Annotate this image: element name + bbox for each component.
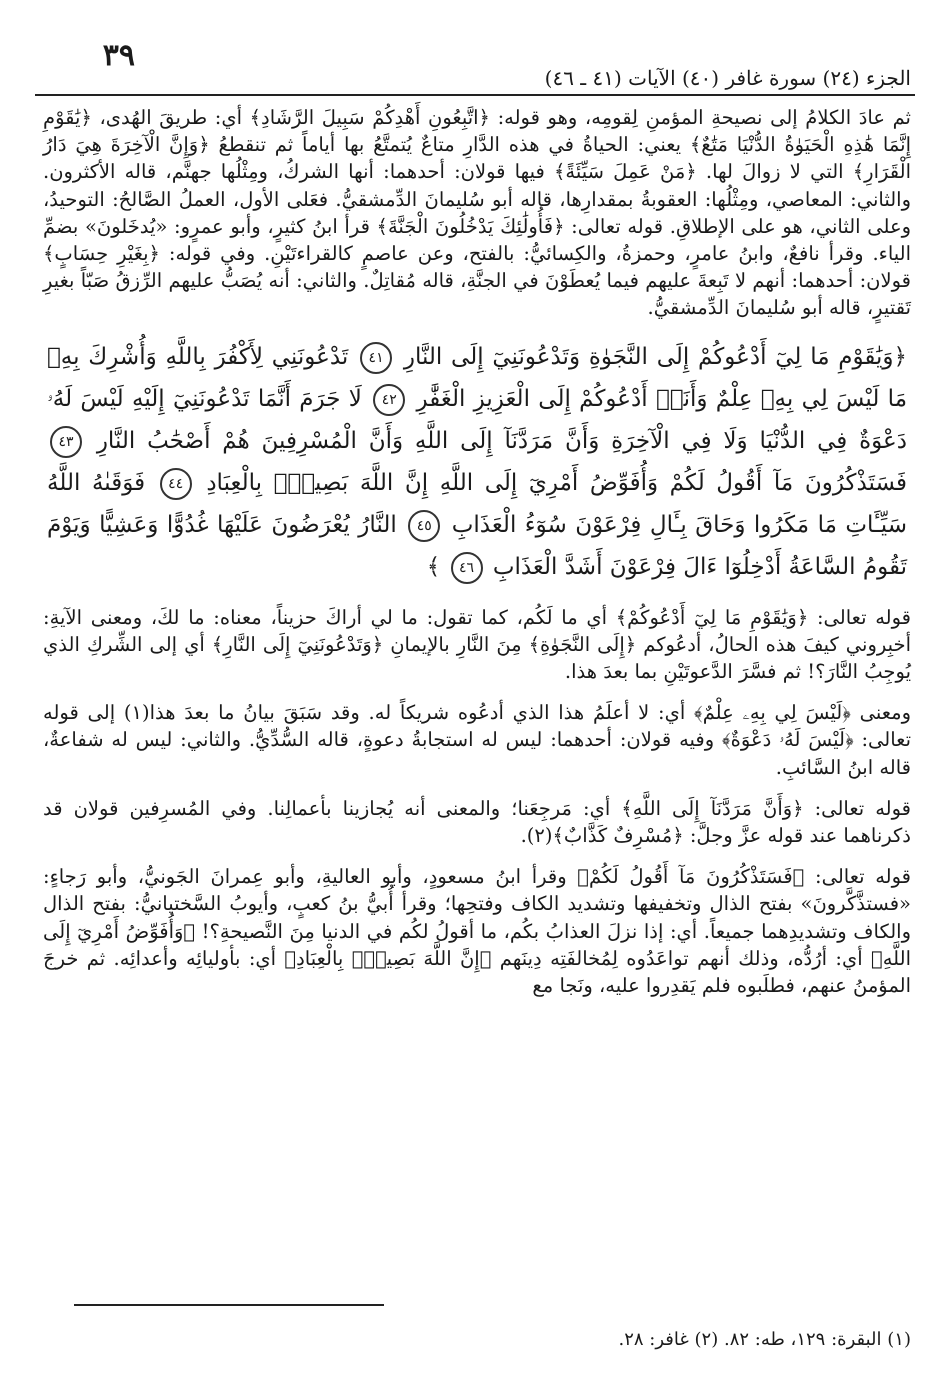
page-body [43,104,911,1013]
footnote-marker: (٢) [694,1329,719,1350]
footnote-text: غافر: ٢٨. [618,1329,689,1350]
verse-number-marker: ٤٤ [160,468,192,500]
commentary-paragraph: ومعنى ﴿لَيْسَ لِي بِهِۦ عِلْمٌ﴾ أي: لا أعلَمُ هذا الذي أدعُوه شريكاً له. وقد سَبَقَ بيانُ ما بعدَ هذا(١) إلى قوله تعالى: ﴿لَيْسَ لَهُۥ دَعْوَةٌ﴾ وفيه قولان: أحدهما: ليس له استجابةُ دعوةٍ، قاله السُّدِّيُّ. والثاني: ليس له شفاعةٌ، قاله ابنُ السَّائبِ. [43,701,911,779]
commentary-paragraph: قوله تعالى: ﴿فَسَتَذْكُرُونَ مَآ أَقُولُ لَكُمْ﴾ وقرأ ابنُ مسعودٍ، وأبو العاليةِ، وأبو عِمرانَ الجَونيُّ، وأبو رَجاءٍ: «فستذَّكَّرونَ» بفتح الذال وتخفيفها وتشديد الكاف وفتحِها؛ وقرأ أُبيُّ بنُ كعبٍ، وأيوبُ السَّختيانيُّ: بفتح الذال والكاف وتشديدِهما جميعاً. أي: إذا نزلَ العذابُ بكُم، ما أقولُ لكُم في الدنيا مِنَ النَّصيحةِ؟! ﴿وَأُفَوِّضُ أَمْرِيٓ إِلَى اللَّهِ﴾ أي: أرُدُّه، وذلك أنهم تواعَدُوه لِمُخالفَتِه دِينَهم ﴿إِنَّ اللَّهَ بَصِيرٌۢ بِالْعِبَادِ﴾ أي: بأوليائِه وأعدائِه. ثم خرجَ المؤمنُ عنهم، فطلَبوه فلم يَقدِروا عليه، ونَجا مع [43,865,911,998]
verse-number-marker: ٤٣ [50,426,82,458]
footnote-text: البقرة: ١٢٩، طه: ٨٢. [723,1329,882,1350]
footnote-marker: (١) [887,1329,911,1350]
header-divider [35,94,915,96]
page-number: ٣٩ [102,38,135,73]
verse-text: النَّارُ يُعْرَضُونَ عَلَيْهَا غُدُوًّا وَعَشِيًّا وَيَوْمَ تَقُومُ السَّاعَةُ أَدْخِلُوٓا ءَالَ فِرْعَوْنَ أَشَدَّ الْعَذَابِ [47,511,907,580]
footnote [718,1329,911,1350]
footnote-divider [74,1304,384,1306]
commentary-paragraph: ثم عادَ الكلامُ إلى نصيحةِ المؤمنِ لِقومِه، وهو قوله: ﴿اتَّبِعُونِ أَهْدِكُمْ سَبِيلَ الرَّشَادِ﴾ أي: طريقَ الهُدى، ﴿يَٰقَوْمِ إِنَّمَا هَٰذِهِ الْحَيَوٰةُ الدُّنْيَا مَتَٰعٌ﴾ يعني: الحياةُ في هذه الدَّارِ متاعٌ يُتمتَّعُ بها أياماً ثم تنقطعُ ﴿وَإِنَّ الْآخِرَةَ هِيَ دَارُ الْقَرَارِ﴾ التي لا زوالَ لها. ﴿مَنْ عَمِلَ سَيِّئَةً﴾ فيها قولان: أحدهما: أنها الشركُ، ومِثْلُها جهنَّم، قاله الأكثرون. والثاني: المعاصي، ومِثْلُها: العقوبةُ بمقدارِها، قاله أبو سُليمانَ الدِّمشقيُّ. فعَلى الأول، العملُ الصَّالحُ: التوحيدُ، وعلى الثاني، هو على الإطلاقِ. قوله تعالى: ﴿فَأُولَٰئِكَ يَدْخُلُونَ الْجَنَّةَ﴾ قرأ ابنُ كثيرٍ، وأبو عمرٍو: «يُدخَلونَ» بضمِّ الياء. وقرأ نافعٌ، وابنُ عامرٍ، وحمزةُ، والكِسائيُّ: بالفتح، وعن عاصمٍ كالقراءتَيْنِ. وفي قوله: ﴿بِغَيْرِ حِسَابٍ﴾ قولان: أحدهما: أنهم لا تَبِعةَ عليهم فيما يُعطَوْنَ في الجنَّةِ، قاله مُقاتِلٌ. والثاني: أنه يُصَبُّ عليهم الرِّزقُ صَبّاً بغيرِ تَقتيرٍ، قاله أبو سُليمانَ الدِّمشقيُّ. [43,106,911,320]
verse-number-marker: ٤١ [360,342,392,374]
footnote [618,1329,718,1350]
verse-text: فَسَتَذْكُرُونَ مَآ أَقُولُ لَكُمْ وَأُفَوِّضُ أَمْرِيٓ إِلَى اللَّهِ إِنَّ اللَّهَ بَصِيرٌۢ بِالْعِبَادِ [206,469,907,496]
commentary-paragraph: قوله تعالى: ﴿وَيَٰقَوْمِ مَا لِيٓ أَدْعُوكُمْ﴾ أي ما لَكُم، كما تقول: ما لي أراكَ حزيناً، معناه: ما لكَ، ومعنى الآيةِ: أخبِروني كيفَ هذه الحالُ، أدعُوكم ﴿إِلَى النَّجَوٰةِ﴾ مِنَ النَّارِ بالإيمانِ ﴿وَتَدْعُونَنِيٓ إِلَى النَّارِ﴾ أي إلى الشِّركِ الذي يُوجِبُ النَّارَ؟! ثم فسَّرَ الدَّعوتَيْنِ بما بعدَ هذا. [43,605,911,684]
footnotes [43,1318,911,1362]
commentary-paragraph: قوله تعالى: ﴿وَأَنَّ مَرَدَّنَآ إِلَى اللَّهِ﴾ أي: مَرجِعَنا؛ والمعنى أنه يُجازينا بأعمالِنا. وفي المُسرِفين قولان قد ذكرناهما عند قوله عزَّ وجلَّ: ﴿مُسْرِفٌ كَذَّابٌ﴾(٢). [43,796,911,848]
verse-number-marker: ٤٦ [451,552,483,584]
verse-text: لَا جَرَمَ أَنَّمَا تَدْعُونَنِيٓ إِلَيْهِ لَيْسَ لَهُۥ دَعْوَةٌ فِي الدُّنْيَا وَلَا فِي الْآخِرَةِ وَأَنَّ مَرَدَّنَآ إِلَى اللَّهِ وَأَنَّ الْمُسْرِفِينَ هُمْ أَصْحَٰبُ النَّارِ [47,385,908,454]
verse-text: ﴿وَيَٰقَوْمِ مَا لِيٓ أَدْعُوكُمْ إِلَى النَّجَوٰةِ وَتَدْعُونَنِيٓ إِلَى النَّارِ [403,343,908,370]
verse-number-marker: ٤٥ [408,510,440,542]
running-header: الجزء (٢٤) سورة غافر (٤٠) الآيات (٤١ ـ ٤٦) [544,66,911,90]
verse-block-close: ﴾ [426,553,441,580]
verse-text: تَدْعُونَنِي لِأَكْفُرَ بِاللَّهِ وَأُشْرِكَ بِهِۦ مَا لَيْسَ لِي بِهِۦ عِلْمٌ وَأَنَا۠ أَدْعُوكُمْ إِلَى الْعَزِيزِ الْغَفَّٰرِ [47,343,908,412]
verse-text: فَوَقَىٰهُ اللَّهُ سَيِّـَٔاتِ مَا مَكَرُوا وَحَاقَ بِـَٔالِ فِرْعَوْنَ سُوٓءُ الْعَذَابِ [47,469,908,538]
verse-number-marker: ٤٢ [373,384,405,416]
quran-verses-block [43,336,911,588]
